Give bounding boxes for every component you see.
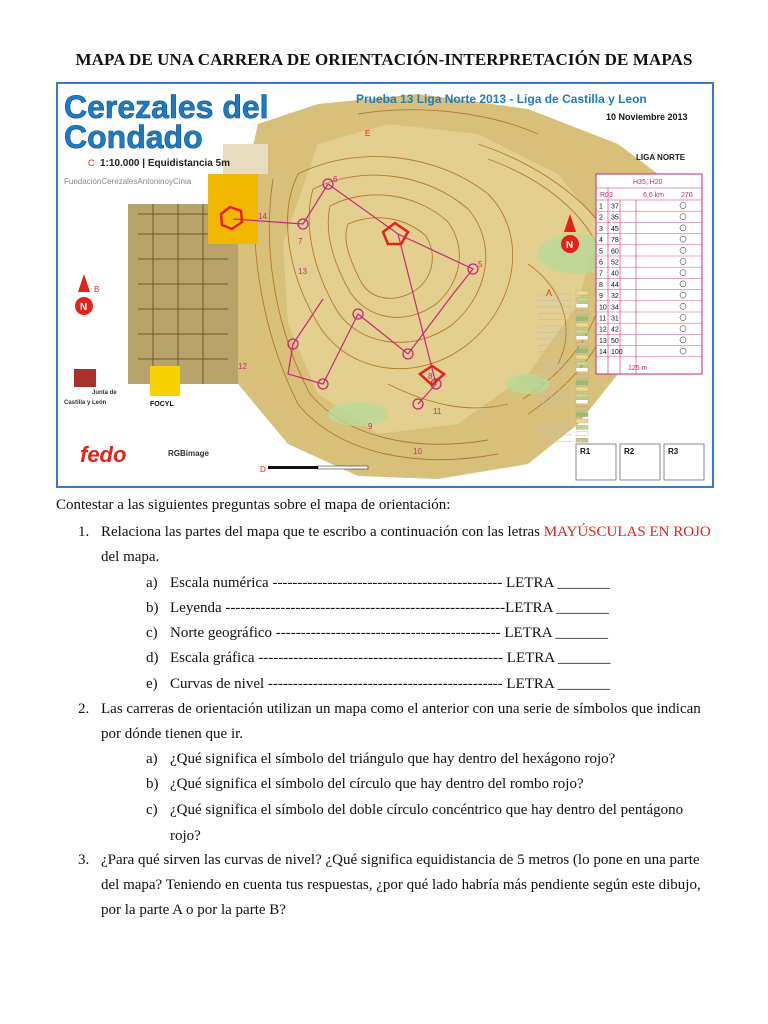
rgb-logo: RGBimage — [168, 449, 209, 458]
map-scale-text: 1:10.000 | Equidistancia 5m — [100, 158, 231, 169]
control-code: 34 — [611, 304, 619, 312]
letter-c: C — [88, 158, 95, 168]
control-code: 31 — [611, 315, 619, 323]
question-1: 1. Relaciona las partes del mapa que te escribo a continuación con las letras MAYÚSCULAS EN ROJO del mapa. — [78, 524, 711, 565]
control-number: 5 — [599, 248, 603, 256]
svg-text:R03: R03 — [600, 192, 613, 199]
svg-text:R2: R2 — [624, 447, 635, 456]
control-number: 10 — [599, 304, 607, 312]
liga-logo: LIGA NORTE — [636, 153, 686, 162]
control-code: 42 — [611, 326, 619, 334]
svg-text:Castilla y León: Castilla y León — [64, 400, 107, 406]
control-code: 35 — [611, 214, 619, 222]
control-code: 50 — [611, 337, 619, 345]
instructions-text: Contestar a las siguientes preguntas sobre el mapa de orientación: — [56, 497, 451, 513]
svg-text:N: N — [80, 302, 88, 313]
control-number: 12 — [599, 326, 607, 334]
map-name-line2: Condado — [64, 119, 203, 155]
map-name-line1: Cerezales del — [64, 89, 269, 125]
svg-text:Junta de: Junta de — [92, 390, 117, 396]
control-number: 13 — [599, 337, 607, 345]
svg-text:12: 12 — [238, 362, 247, 371]
control-number: 11 — [599, 315, 607, 323]
letter-d: D — [260, 465, 266, 474]
svg-text:8: 8 — [428, 372, 433, 381]
orienteering-map — [56, 82, 714, 488]
q1-item-c: c) Norte geográfico --------------------------------------------- LETRA _______ — [146, 625, 609, 641]
svg-text:5: 5 — [478, 260, 483, 269]
svg-text:125 m: 125 m — [628, 365, 648, 372]
control-code: 60 — [611, 248, 619, 256]
svg-text:270: 270 — [681, 192, 693, 199]
svg-text:R1: R1 — [580, 447, 591, 456]
control-code: 44 — [611, 281, 619, 289]
control-code: 52 — [611, 259, 619, 267]
question-3: 3. ¿Para qué sirven las curvas de nivel? ¿Qué significa equidistancia de 5 metros (lo pone en una parte del mapa? Teniendo en cuenta tus respuestas, ¿por qué lado habría más pendiente según este dibujo, por la parte A o por la parte B? — [78, 852, 701, 918]
question-2: 2. Las carreras de orientación utilizan un mapa como el anterior con una serie de símbolos que indican por dónde tienen que ir. — [78, 701, 701, 742]
foundation-text: FundaciónCerezalesAntoninoyCinia — [64, 177, 192, 186]
control-code: 32 — [611, 293, 619, 301]
svg-text:FOCYL: FOCYL — [150, 401, 174, 408]
control-code: 100 — [611, 349, 623, 357]
control-number: 4 — [599, 237, 603, 245]
letter-e: E — [365, 129, 371, 138]
svg-text:13: 13 — [298, 267, 307, 276]
control-number: 8 — [599, 281, 603, 289]
control-number: 14 — [599, 349, 607, 357]
control-code: 78 — [611, 237, 619, 245]
r-boxes — [576, 444, 704, 480]
svg-text:R3: R3 — [668, 447, 679, 456]
svg-text:H35, H20: H35, H20 — [633, 179, 663, 186]
control-number: 9 — [599, 293, 603, 301]
q1-item-a: a) Escala numérica ---------------------------------------------- LETRA _______ — [146, 575, 610, 591]
graphic-scale — [268, 466, 368, 469]
svg-text:N: N — [566, 240, 574, 251]
control-description-card — [596, 174, 702, 374]
q2-item-b: b) ¿Qué significa el símbolo del círculo que hay dentro del rombo rojo? — [146, 776, 584, 792]
control-number: 3 — [599, 225, 603, 233]
event-date: 10 Noviembre 2013 — [606, 112, 688, 122]
control-code: 37 — [611, 203, 619, 211]
q2-item-c: c) ¿Qué significa el símbolo del doble círculo concéntrico que hay dentro del pentágono rojo? — [146, 802, 684, 844]
svg-text:10: 10 — [413, 447, 422, 456]
page-title: MAPA DE UNA CARRERA DE ORIENTACIÓN-INTERPRETACIÓN DE MAPAS — [75, 50, 693, 69]
svg-text:6,6 km: 6,6 km — [643, 192, 665, 199]
control-number: 1 — [599, 203, 603, 211]
svg-text:6: 6 — [333, 175, 338, 184]
letter-a: A — [546, 288, 553, 298]
svg-text:7: 7 — [298, 237, 303, 246]
svg-text:9: 9 — [368, 422, 373, 431]
control-code: 45 — [611, 225, 619, 233]
q1-item-b: b) Leyenda --------------------------------------------------------LETRA _______ — [146, 600, 609, 616]
svg-text:11: 11 — [433, 407, 442, 416]
control-number: 2 — [599, 214, 603, 222]
q1-item-d: d) Escala gráfica ------------------------------------------------- LETRA _______ — [146, 650, 611, 666]
fedo-logo: fedo — [80, 442, 127, 467]
q2-item-a: a) ¿Qué significa el símbolo del triángulo que hay dentro del hexágono rojo? — [146, 751, 616, 767]
svg-text:14: 14 — [258, 212, 267, 221]
q1-item-e: e) Curvas de nivel ----------------------------------------------- LETRA _______ — [146, 676, 611, 692]
letter-b: B — [94, 285, 100, 294]
control-number: 7 — [599, 270, 603, 278]
control-code: 40 — [611, 270, 619, 278]
event-title: Prueba 13 Liga Norte 2013 - Liga de Castilla y Leon — [356, 92, 647, 106]
control-number: 6 — [599, 259, 603, 267]
